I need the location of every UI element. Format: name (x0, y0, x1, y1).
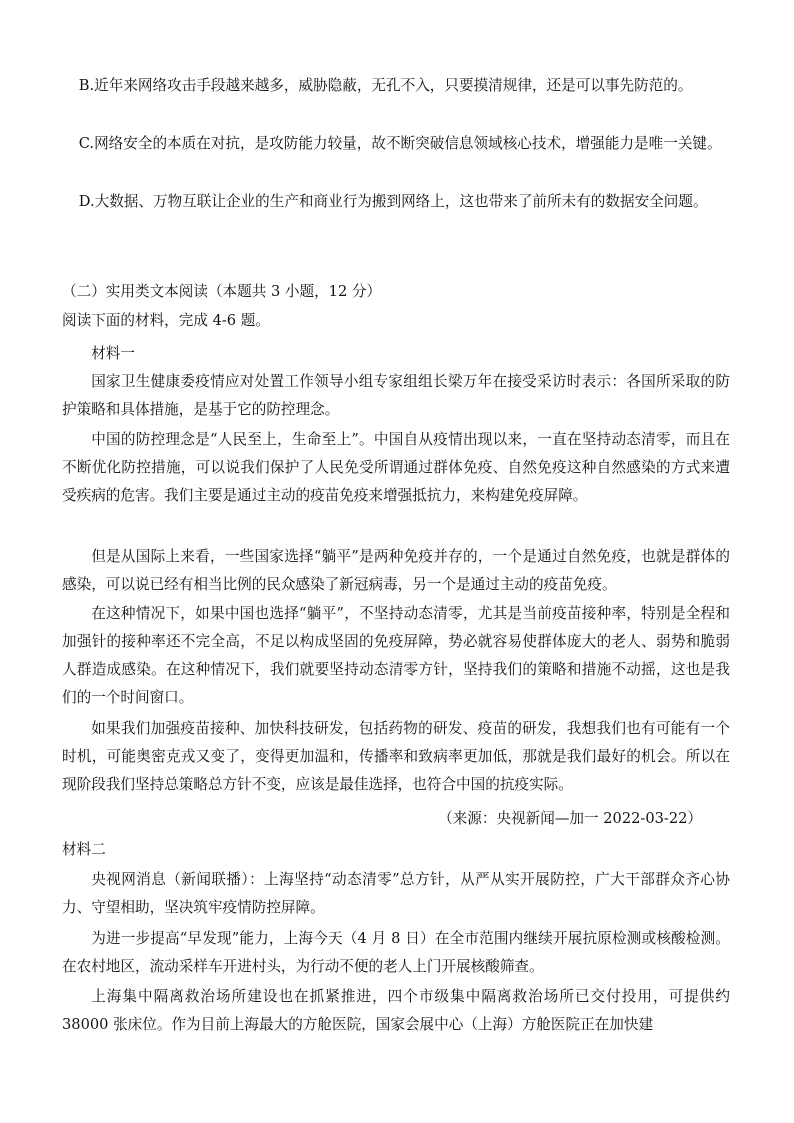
section-instruction: 阅读下面的材料，完成 4-6 题。 (62, 312, 270, 329)
material2-paragraph-2: 为进一步提高“早发现”能力，上海今天（4 月 8 日）在全市范围内继续开展抗原检测或核酸检测。在农村地区，流动采样车开进村头，为行动不便的老人上门开展核酸筛查。 (62, 930, 730, 975)
option-b: B.近年来网络攻击手段越来越多，威胁隐蔽，无孔不入，只要摸清规律，还是可以事先防范的。 (78, 77, 693, 94)
material2-label: 材料二 (62, 841, 106, 858)
material2-paragraph-3: 上海集中隔离救治场所建设也在抓紧推进，四个市级集中隔离救治场所已交付投用，可提供约 38000 张床位。作为目前上海最大的方舱医院，国家会展中心（上海）方舱医院正在加快建 (62, 988, 730, 1033)
material1-paragraph-3: 但是从国际上来看，一些国家选择“躺平”是两种免疫并存的，一个是通过自然免疫，也就是群体的感染，可以说已经有相当比例的民众感染了新冠病毒，另一个是通过主动的疫苗免疫。 (62, 548, 730, 593)
material1-label: 材料一 (91, 345, 135, 362)
section-title: （二）实用类文本阅读（本题共 3 小题，12 分） (62, 283, 382, 300)
material1-paragraph-5: 如果我们加强疫苗接种、加快科技研发，包括药物的研发、疫苗的研发，我想我们也有可能有一个时机，可能奥密克戎又变了，变得更加温和，传播率和致病率更加低，那就是我们最好的机会。所以在现阶段我们坚持总策略总方针不变，应该是最佳选择，也符合中国的抗疫实际。 (62, 720, 730, 793)
option-c: C.网络安全的本质在对抗，是攻防能力较量，故不断突破信息领域核心技术，增强能力是唯一关键。 (78, 135, 722, 152)
option-d: D.大数据、万物互联让企业的生产和商业行为搬到网络上，这也带来了前所未有的数据安全问题。 (78, 193, 708, 210)
material1-source: （来源：央视新闻—加一 2022-03-22） (438, 810, 702, 827)
material1-paragraph-4: 在这种情况下，如果中国也选择“躺平”，不坚持动态清零，尤其是当前疫苗接种率，特别是全程和加强针的接种率还不完全高，不足以构成坚固的免疫屏障，势必就容易使群体庞大的老人、弱势和脆弱人群造成感染。在这种情况下，我们就要坚持动态清零方针，坚持我们的策略和措施不动摇，这也是我们的一个时间窗口。 (62, 605, 730, 706)
material1-paragraph-2: 中国的防控理念是“人民至上，生命至上”。中国自从疫情出现以来，一直在坚持动态清零，而且在不断优化防控措施，可以说我们保护了人民免受所谓通过群体免疫、自然免疫这种自然感染的方式来遭受疾病的危害。我们主要是通过主动的疫苗免疫来增强抵抗力，来构建免疫屏障。 (62, 431, 730, 504)
material1-paragraph-1: 国家卫生健康委疫情应对处置工作领导小组专家组组长梁万年在接受采访时表示：各国所采取的防护策略和具体措施，是基于它的防控理念。 (62, 373, 730, 418)
material2-paragraph-1: 央视网消息（新闻联播）：上海坚持“动态清零”总方针，从严从实开展防控，广大干部群众齐心协力、守望相助，坚决筑牢疫情防控屏障。 (62, 871, 730, 916)
